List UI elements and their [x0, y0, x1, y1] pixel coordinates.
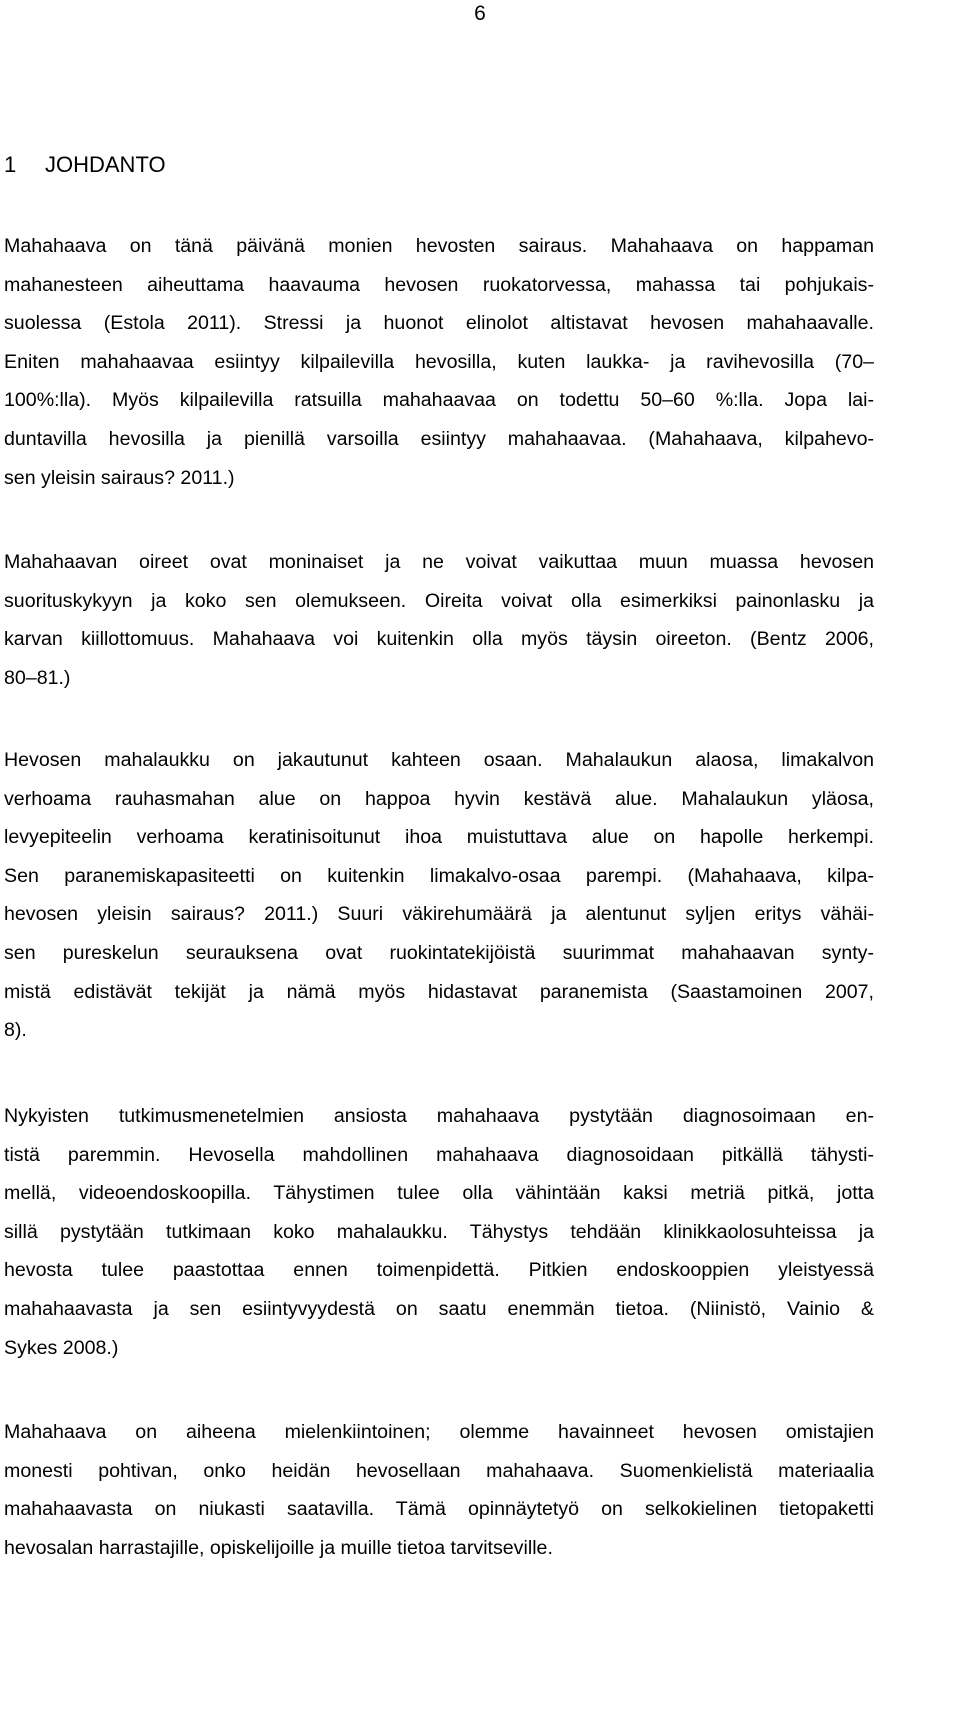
- paragraph-intro: [4, 227, 874, 497]
- paragraph-diagnosis: [4, 1097, 874, 1367]
- text-line: sen pureskelun seurauksena ovat ruokintatekijöistä suurimmat mahahaavan synty-: [4, 941, 874, 964]
- text-line: karvan kiillottomuus. Mahahaava voi kuitenkin olla myös täysin oireeton. (Bentz 2006,: [4, 628, 874, 651]
- text-line: mistä edistävät tekijät ja nämä myös hidastavat paranemista (Saastamoinen 2007,: [4, 980, 874, 1003]
- page-number: 6: [474, 2, 486, 25]
- text-line: hevosalan harrastajille, opiskelijoille ja muille tietoa tarvitseville.: [4, 1536, 553, 1559]
- text-line: mahanesteen aiheuttama haavauma hevosen ruokatorvessa, mahassa tai pohjukais-: [4, 273, 874, 296]
- text-line: 100%:lla). Myös kilpailevilla ratsuilla mahahaavaa on todettu 50–60 %:lla. Jopa lai-: [4, 389, 874, 412]
- text-line: sillä pystytään tutkimaan koko mahalaukku. Tähystys tehdään klinikkaolosuhteissa ja: [4, 1220, 874, 1243]
- text-line: Hevosen mahalaukku on jakautunut kahteen osaan. Mahalaukun alaosa, limakalvon: [4, 749, 874, 771]
- text-line: mellä, videoendoskoopilla. Tähystimen tulee olla vähintään kaksi metriä pitkä, jotta: [4, 1182, 874, 1205]
- text-line: levyepiteelin verhoama keratinisoitunut ihoa muistuttava alue on hapolle herkempi.: [4, 826, 874, 849]
- chapter-number: 1: [4, 152, 17, 177]
- text-line: monesti pohtivan, onko heidän hevosellaan mahahaava. Suomenkielistä materiaalia: [4, 1459, 874, 1482]
- text-line: duntavilla hevosilla ja pienillä varsoilla esiintyy mahahaavaa. (Mahahaava, kilpahevo-: [4, 427, 874, 450]
- paragraph-symptoms: [4, 543, 874, 697]
- text-line: suorituskykyyn ja koko sen olemukseen. Oireita voivat olla esimerkiksi painonlasku ja: [4, 589, 874, 612]
- text-line: hevosen yleisin sairaus? 2011.) Suuri väkirehumäärä ja alentunut syljen eritys vähäi-: [4, 903, 874, 926]
- text-line: mahahaavasta ja sen esiintyvyydestä on saatu enemmän tietoa. (Niinistö, Vainio &: [4, 1297, 874, 1320]
- paragraph-motivation: [4, 1413, 874, 1567]
- text-line: suolessa (Estola 2011). Stressi ja huonot elinolot altistavat hevosen mahahaavalle.: [4, 312, 874, 335]
- text-line: verhoama rauhasmahan alue on happoa hyvin kestävä alue. Mahalaukun yläosa,: [4, 787, 874, 810]
- text-line: Mahahaavan oireet ovat moninaiset ja ne voivat vaikuttaa muun muassa hevosen: [4, 551, 874, 573]
- text-line: Sen paranemiskapasiteetti on kuitenkin limakalvo-osaa parempi. (Mahahaava, kilpa-: [4, 864, 874, 887]
- paragraph-stomach-anatomy: [4, 741, 874, 1050]
- text-line: Nykyisten tutkimusmenetelmien ansiosta mahahaava pystytään diagnosoimaan en-: [4, 1105, 874, 1127]
- text-line: Sykes 2008.): [4, 1336, 119, 1359]
- text-line: 80–81.): [4, 666, 71, 689]
- text-line: Mahahaava on aiheena mielenkiintoinen; olemme havainneet hevosen omistajien: [4, 1421, 874, 1443]
- text-line: Mahahaava on tänä päivänä monien hevosten sairaus. Mahahaava on happaman: [4, 235, 874, 257]
- text-line: 8).: [4, 1019, 27, 1042]
- text-line: Eniten mahahaavaa esiintyy kilpailevilla hevosilla, kuten laukka- ja ravihevosilla (70–: [4, 350, 874, 373]
- chapter-title: JOHDANTO: [45, 152, 166, 177]
- chapter-heading: [4, 152, 166, 178]
- text-line: mahahaavasta on niukasti saatavilla. Tämä opinnäytetyö on selkokielinen tietopaketti: [4, 1498, 874, 1521]
- text-line: tistä paremmin. Hevosella mahdollinen mahahaava diagnosoidaan pitkällä tähysti-: [4, 1143, 874, 1166]
- text-line: sen yleisin sairaus? 2011.): [4, 466, 235, 489]
- text-line: hevosta tulee paastottaa ennen toimenpidettä. Pitkien endoskooppien yleistyessä: [4, 1259, 874, 1282]
